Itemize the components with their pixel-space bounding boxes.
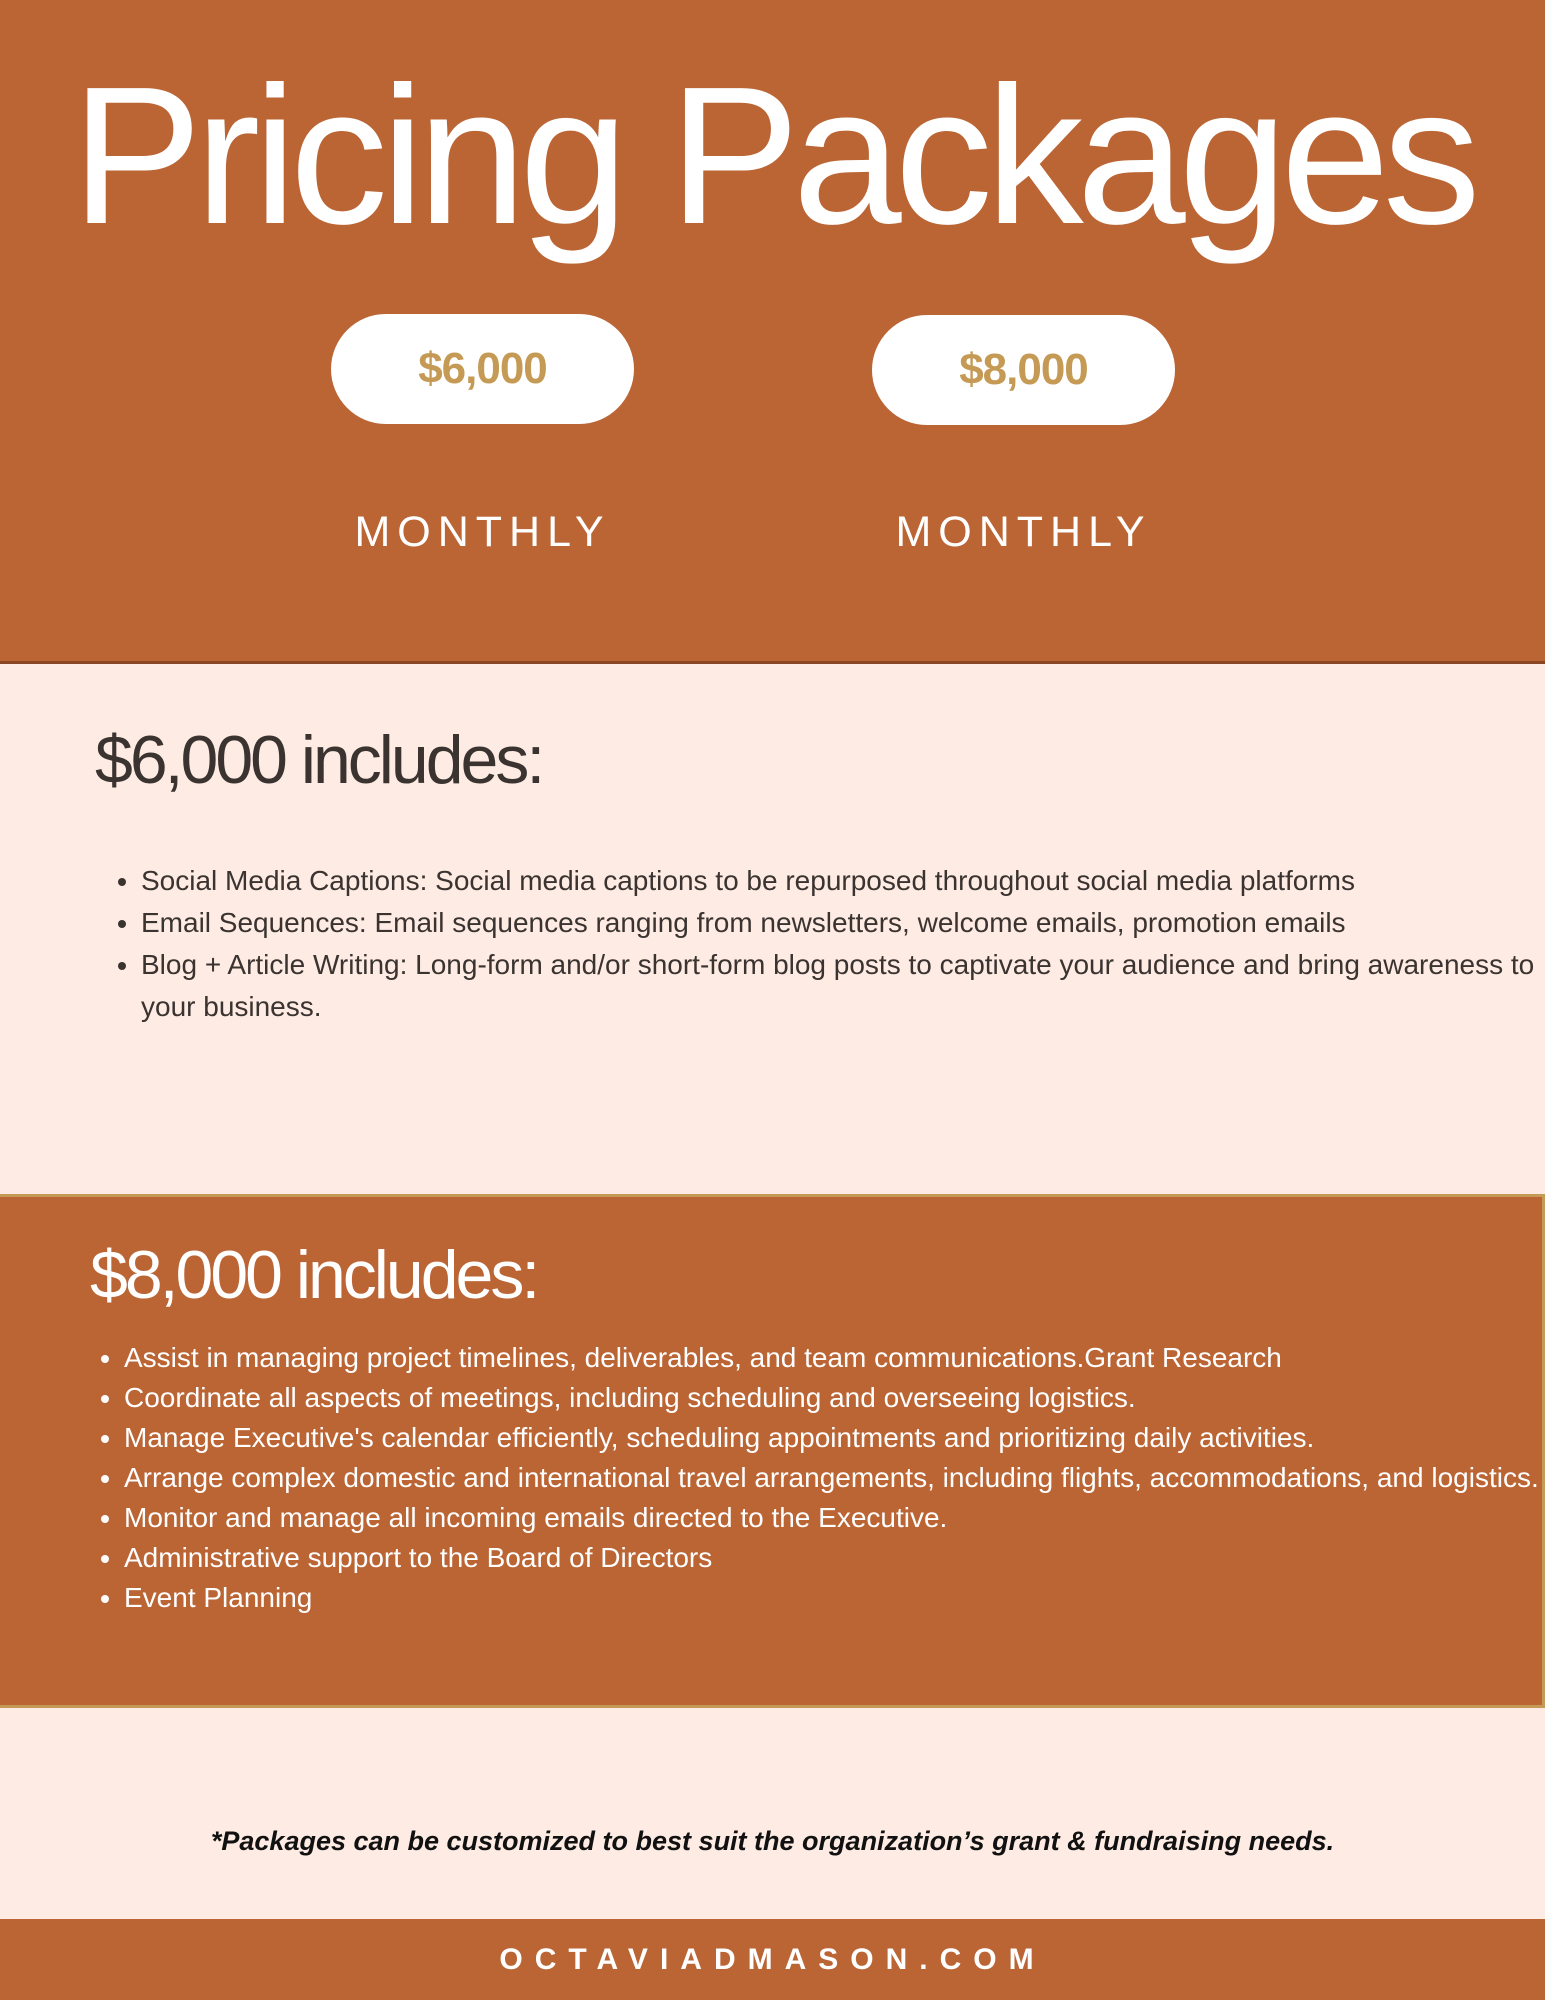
package-6000-section [0, 664, 1545, 1194]
billing-period-6000: MONTHLY [354, 508, 611, 556]
list-item: • Event Planning [124, 1578, 1545, 1618]
package-6000-list [95, 860, 1545, 1028]
list-item: • Administrative support to the Board of Directors [124, 1538, 1545, 1578]
footer-bar [0, 1919, 1545, 2000]
list-item: • Manage Executive's calendar efficiently, scheduling appointments and prioritizing daily activities. [124, 1418, 1545, 1458]
billing-period-8000: MONTHLY [895, 508, 1152, 556]
price-label: $8,000 [959, 345, 1088, 394]
list-item: • Email Sequences: Email sequences ranging from newsletters, welcome emails, promotion emails [141, 902, 1545, 944]
list-item: • Monitor and manage all incoming emails directed to the Executive. [124, 1498, 1545, 1538]
price-label: $6,000 [418, 344, 547, 393]
website-link[interactable]: OCTAVIADMASON.COM [499, 1942, 1046, 1976]
price-pill-6000 [331, 314, 634, 424]
package-8000-section [0, 1194, 1545, 1708]
list-item: • Assist in managing project timelines, deliverables, and team communications.Grant Research [124, 1338, 1545, 1378]
list-item: • Coordinate all aspects of meetings, including scheduling and overseeing logistics. [124, 1378, 1545, 1418]
package-8000-heading: $8,000 includes: [90, 1237, 538, 1313]
package-8000-list [78, 1338, 1545, 1618]
price-pill-8000 [872, 315, 1175, 425]
list-item: • Social Media Captions: Social media captions to be repurposed throughout social media platforms [141, 860, 1545, 902]
page-title: Pricing Packages [71, 46, 1474, 265]
package-6000-heading: $6,000 includes: [95, 722, 543, 798]
header-banner [0, 0, 1545, 664]
list-item: • Arrange complex domestic and international travel arrangements, including flights, accommodations, and logistics. [124, 1458, 1545, 1498]
list-item: • Blog + Article Writing: Long-form and/or short-form blog posts to captivate your audience and bring awareness to your business. [141, 944, 1545, 1028]
customization-footnote: *Packages can be customized to best suit the organization’s grant & fundraising needs. [210, 1826, 1335, 1856]
